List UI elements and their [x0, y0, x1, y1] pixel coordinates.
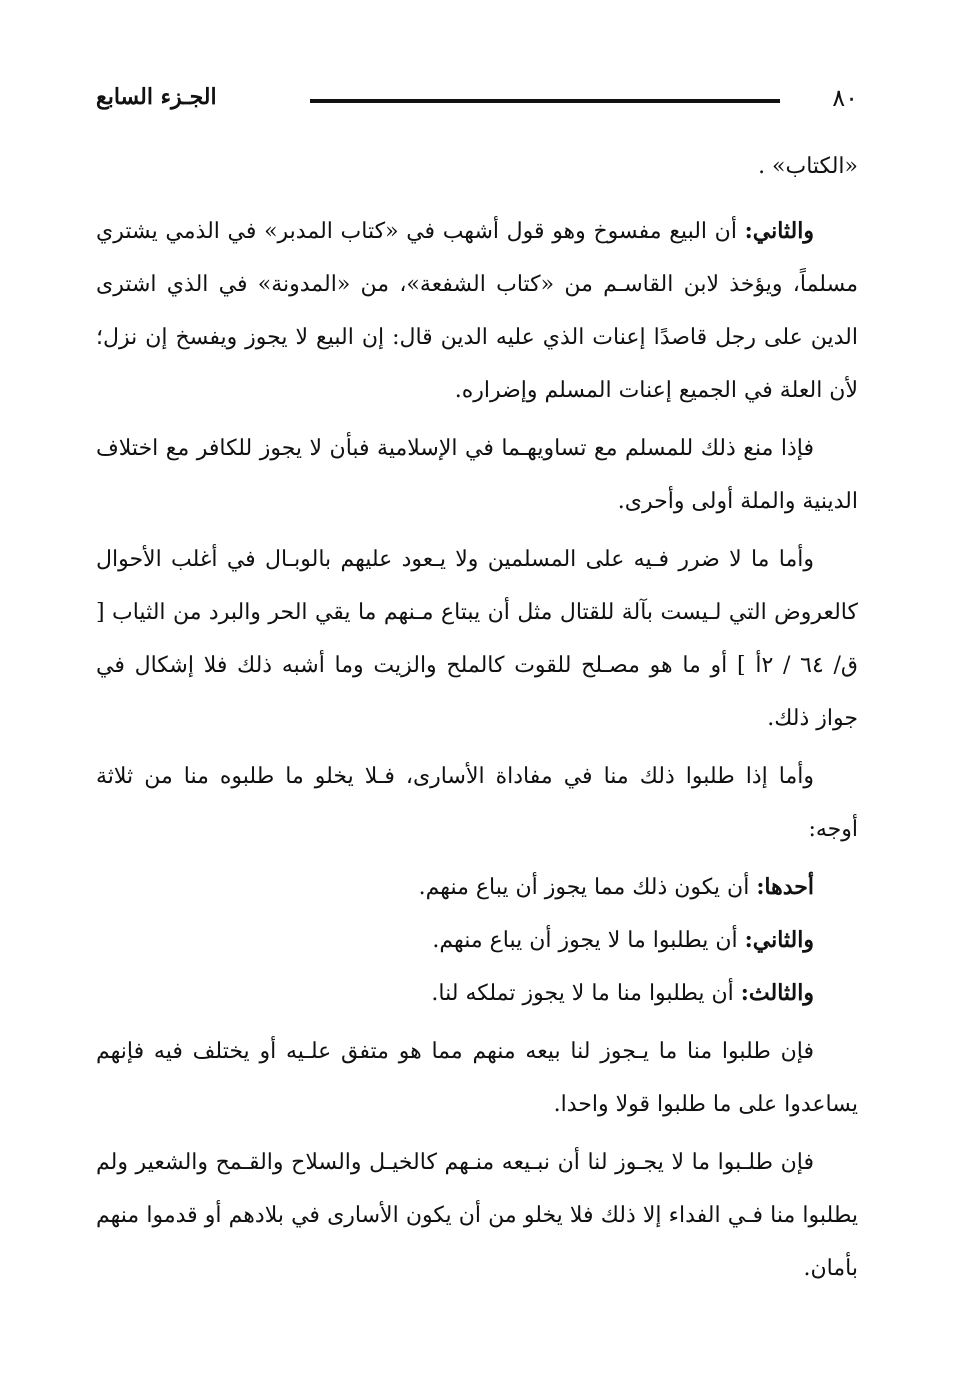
paragraph-text: وأما إذا طلبوا ذلك منا في مفاداة الأسارى، فـلا يخلو ما طلبوه منا من ثلاثة أوجه:: [96, 764, 858, 842]
list-item: [96, 914, 858, 967]
list-item-lead: والثاني:: [744, 927, 814, 953]
paragraph: [96, 750, 858, 856]
list-item-lead: أحدها:: [756, 874, 814, 900]
paragraph-continuation: [96, 140, 858, 193]
paragraph-text: وأما ما لا ضرر فـيه على المسلمين ولا يـعود عليهم بالوبـال في أغلب الأحوال كالعروض التي لـيست بآلة للقتال مثل أن يبتاع مـنهم ما يقي الحر والبرد من الثياب [ ق/ ٦٤ / ٢أ ] أو ما هو مصـلح للقوت كالملح والزيت وما أشبه ذلك فلا إشكال في جواز ذلك.: [96, 547, 859, 731]
paragraph-lead: والثاني:: [744, 218, 814, 244]
paragraph-text: فإن طلـبوا ما لا يجـوز لنا أن نبـيعه منـهم كالخيـل والسلاح والقـمح والشعير ولم يطلبوا منا فـي الفداء إلا ذلك فلا يخلو من أن يكون الأسارى في بلادهم أو قدموا منهم بأمان.: [96, 1150, 858, 1281]
paragraph: [96, 533, 858, 745]
header-rule: [310, 99, 780, 103]
paragraph-text: فإذا منع ذلك للمسلم مع تساويهـما في الإسلامية فبأن لا يجوز للكافر مع اختلاف الدينية والملة أولى وأحرى.: [96, 436, 858, 514]
list-item-text: أن يكون ذلك مما يجوز أن يباع منهم.: [418, 875, 757, 900]
paragraph-text: «الكتاب» .: [758, 154, 858, 179]
list-item: [96, 861, 858, 914]
paragraph: [96, 1025, 858, 1131]
list-item-lead: والثالث:: [740, 980, 814, 1006]
paragraph-text: أن البيع مفسوخ وهو قول أشهب في «كتاب المدبر» في الذمي يشتري مسلماً، ويؤخذ لابن القاسـم من «كتاب الشفعة»، من «المدونة» في الذي اشترى الدين على رجل قاصدًا إعنات الذي عليه الدين قال: إن البيع لا يجوز ويفسخ إن نزل؛ لأن العلة في الجميع إعنات المسلم وإضراره.: [96, 219, 858, 403]
paragraph-text: فإن طلبوا منا ما يـجوز لنا بيعه منهم مما هو متفق علـيه أو يختلف فيه فإنهم يساعدوا على ما طلبوا قولا واحدا.: [96, 1039, 858, 1117]
paragraph: [96, 1136, 858, 1295]
list-item-text: أن يطلبوا ما لا يجوز أن يباع منهم.: [432, 928, 745, 953]
paragraph: [96, 205, 858, 417]
paragraph: [96, 422, 858, 528]
page-header: [96, 78, 858, 118]
part-title: الجـزء السابع: [96, 84, 217, 110]
page-number: ٨٠: [832, 84, 858, 112]
list-item: [96, 967, 858, 1020]
document-body: [96, 140, 858, 1300]
list-item-text: أن يطلبوا منا ما لا يجوز تملكه لنا.: [431, 981, 741, 1006]
